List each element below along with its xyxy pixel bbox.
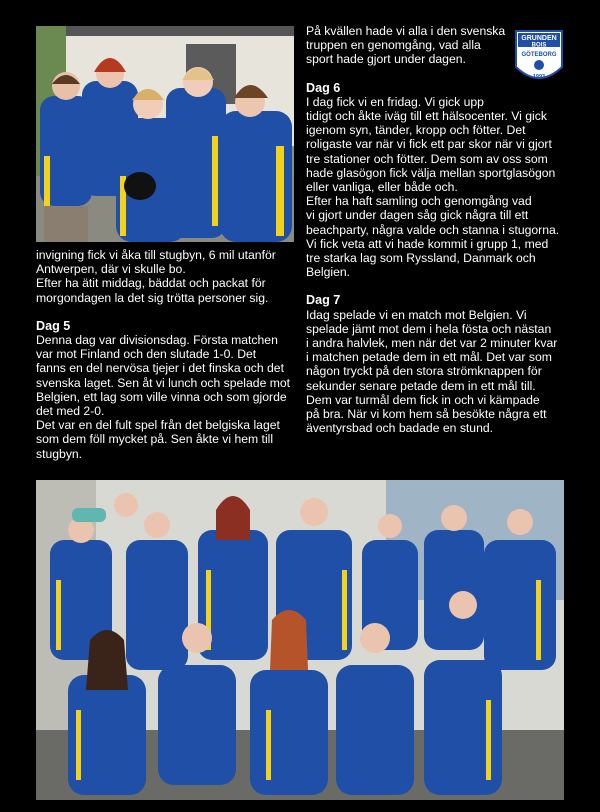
logo-line3: GÖTEBORG <box>521 52 557 58</box>
logo-line2: BOIS <box>531 42 547 49</box>
day5-text: Denna dag var divisionsdag. Första matchen var mot Finland och den slutade 1-0. Det fanns en del nervösa tjejer i det finska och det svenska laget. Sen åt vi lunch och spelade mot Belgien, ett lag som ville vinna och som gjorde det med 2-0. Det var en del fult spel från det belgiska laget som dem föll mycket på. Sen åkte vi hem till stugbyn. <box>36 333 291 461</box>
top-team-photo <box>36 26 294 242</box>
right-text-column <box>306 24 566 435</box>
day7-heading: Dag 7 <box>306 293 341 308</box>
logo-line1: GRUNDEN <box>521 35 557 42</box>
left-text-column <box>36 248 301 461</box>
logo-year: 1993 <box>532 74 546 80</box>
right-intro-text: På kvällen hade vi alla i den svenska truppen en genomgång, vad alla sport hade gjort under dagen. <box>306 24 506 67</box>
bottom-group-photo <box>36 480 564 800</box>
day7-text: Idag spelade vi en match mot Belgien. Vi spelade jämt mot dem i hela fösta och nästan i andra halvlek, men när det var 2 minuter kvar i matchen petade dem in ett mål. Det var som någon tryckt på den stora strömknappen för sekunder senare petade dem in ett mål till. Dem var turmål dem fick in och vi kämpade på bra. När vi kom hem så besökte några ett äventyrsbad och badade en stund. <box>306 307 558 436</box>
left-intro-text: invigning fick vi åka till stugbyn, 6 mil utanför Antwerpen, där vi skulle bo. Efter ha ätit middag, bäddat och packat för morgondagen la det sig trötta personer sig. <box>36 248 276 305</box>
day6-text: I dag fick vi en fridag. Vi gick upp tidigt och åkte iväg till ett hälsocenter. Vi gick igenom syn, tänder, kropp och fötter. Det roligaste var när vi fick ett par skor när vi gjort tre stationer och fötter. Dem som av oss som hade glasögon fick välja mellan sportglasögon eller vanliga, eller både och. Efter ha haft samling och genomgång vad vi gjort under dagen såg gick några till ett beachparty, några valde och stanna i stugorna. Vi fick veta att vi hade kommit i grupp 1, med tre starka lag som Ryssland, Danmark och Belgien. <box>306 94 560 280</box>
day6-heading: Dag 6 <box>306 80 341 95</box>
day5-heading: Dag 5 <box>36 318 71 333</box>
